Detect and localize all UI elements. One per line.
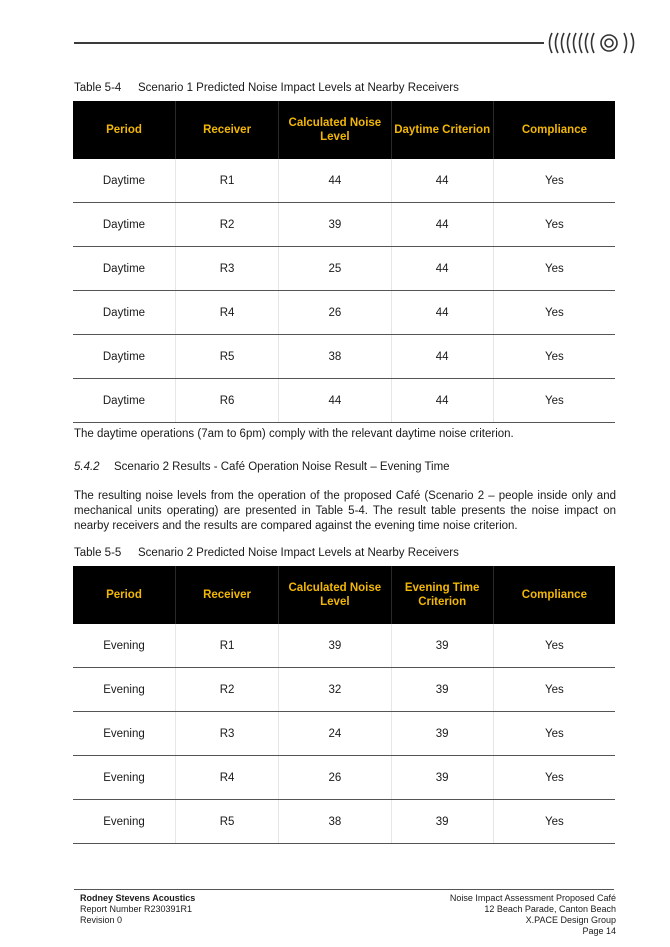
table2-header-compliance: Compliance [493,566,615,624]
table2-header-criterion: Evening Time Criterion [391,566,493,624]
footer-revision: Revision 0 [80,915,123,925]
table-row [73,668,615,712]
cell-level: 32 [279,668,391,712]
cell-receiver: R3 [175,712,278,756]
cell-level: 38 [279,800,391,844]
footer-client: X.PACE Design Group [525,915,616,925]
footer-company: Rodney Stevens Acoustics [80,893,196,903]
cell-level: 25 [279,247,391,291]
cell-criterion: 39 [391,756,493,800]
table1-header-criterion: Daytime Criterion [391,101,493,159]
table-row [73,800,615,844]
cell-receiver: R5 [175,800,278,844]
footer-report-number: Report Number R230391R1 [80,904,193,914]
paragraph-daytime-compliance: The daytime operations (7am to 6pm) comply with the relevant daytime noise criterion. [74,428,514,440]
cell-criterion: 44 [391,291,493,335]
cell-period: Evening [73,712,175,756]
table2-number: Table 5-5 [74,547,122,559]
section-number: 5.4.2 [74,461,100,473]
cell-compliance: Yes [493,668,615,712]
cell-receiver: R2 [175,668,278,712]
cell-period: Evening [73,624,175,668]
cell-period: Daytime [73,335,175,379]
table2 [73,566,615,844]
cell-level: 44 [279,159,391,203]
footer-right [450,893,616,937]
cell-level: 24 [279,712,391,756]
table-row [73,624,615,668]
sound-wave-logo-icon [546,28,642,58]
table1-header-compliance: Compliance [493,101,615,159]
cell-receiver: R4 [175,756,278,800]
table-row [73,379,615,423]
cell-criterion: 44 [391,379,493,423]
table2-caption [74,547,459,559]
table-row [73,203,615,247]
table-row [73,335,615,379]
table2-header-period: Period [73,566,175,624]
table1-header-calculated: Calculated Noise Level [279,101,391,159]
cell-criterion: 44 [391,203,493,247]
cell-level: 38 [279,335,391,379]
cell-receiver: R1 [175,159,278,203]
cell-receiver: R6 [175,379,278,423]
cell-level: 39 [279,624,391,668]
cell-level: 39 [279,203,391,247]
cell-criterion: 39 [391,668,493,712]
table1-header-row [73,101,615,159]
paragraph-scenario2: The resulting noise levels from the operation of the proposed Café (Scenario 2 – people inside only and mechanical units operating) are presented in Table 5-4. The result table presents the noise impact on nearby receivers and the results are compared against the evening time noise criterion. [74,490,616,532]
cell-receiver: R2 [175,203,278,247]
cell-period: Evening [73,668,175,712]
cell-compliance: Yes [493,712,615,756]
footer-left [80,893,195,926]
section-title: Scenario 2 Results - Café Operation Noise Result – Evening Time [114,461,450,473]
cell-compliance: Yes [493,203,615,247]
cell-period: Daytime [73,159,175,203]
table1-number: Table 5-4 [74,82,122,94]
cell-criterion: 39 [391,624,493,668]
cell-period: Evening [73,800,175,844]
footer-page-number: Page 14 [582,926,616,936]
table-row [73,756,615,800]
table-row [73,159,615,203]
table-row [73,247,615,291]
footer-document-title: Noise Impact Assessment Proposed Café [449,893,616,903]
table1-title: Scenario 1 Predicted Noise Impact Levels at Nearby Receivers [138,82,459,94]
cell-period: Daytime [73,247,175,291]
footer-rule [74,889,614,890]
cell-receiver: R3 [175,247,278,291]
header-rule [74,42,544,44]
table1-caption [74,82,459,94]
cell-criterion: 44 [391,335,493,379]
cell-period: Evening [73,756,175,800]
cell-compliance: Yes [493,756,615,800]
cell-criterion: 39 [391,800,493,844]
section-heading [74,461,450,473]
table2-header-row [73,566,615,624]
cell-compliance: Yes [493,159,615,203]
cell-compliance: Yes [493,800,615,844]
cell-period: Daytime [73,291,175,335]
table-row [73,291,615,335]
cell-level: 26 [279,291,391,335]
table2-title: Scenario 2 Predicted Noise Impact Levels at Nearby Receivers [138,547,459,559]
cell-criterion: 44 [391,247,493,291]
cell-compliance: Yes [493,379,615,423]
cell-period: Daytime [73,203,175,247]
cell-compliance: Yes [493,247,615,291]
cell-receiver: R4 [175,291,278,335]
table-row [73,712,615,756]
cell-receiver: R5 [175,335,278,379]
table1-header-receiver: Receiver [175,101,278,159]
cell-level: 44 [279,379,391,423]
cell-compliance: Yes [493,291,615,335]
table2-header-calculated: Calculated Noise Level [279,566,391,624]
cell-period: Daytime [73,379,175,423]
table2-header-receiver: Receiver [175,566,278,624]
table1-header-period: Period [73,101,175,159]
cell-criterion: 44 [391,159,493,203]
table1 [73,101,615,423]
cell-compliance: Yes [493,624,615,668]
cell-receiver: R1 [175,624,278,668]
cell-compliance: Yes [493,335,615,379]
footer-address: 12 Beach Parade, Canton Beach [484,904,616,914]
cell-level: 26 [279,756,391,800]
cell-criterion: 39 [391,712,493,756]
